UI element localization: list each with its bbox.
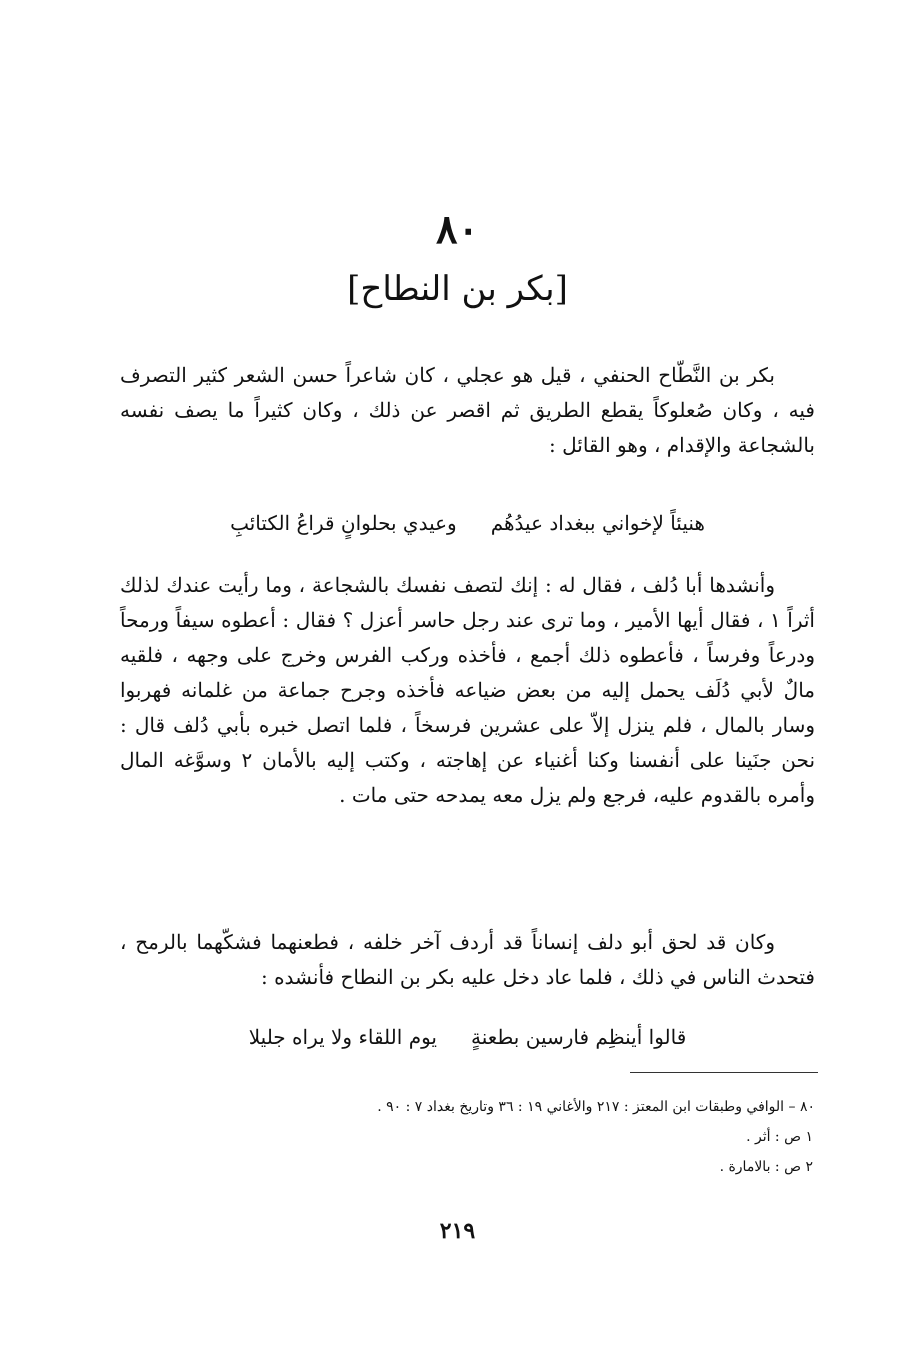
footnotes [120, 1092, 815, 1182]
footnote-sources: ٨٠ – الوافي وطبقات ابن المعتز : ٢١٧ والأغاني ١٩ : ٣٦ وتاريخ بغداد ٧ : ٩٠ . [377, 1099, 815, 1115]
verse-first-hemistich: هنيئاً لإخواني ببغداد عيدُهُم [490, 511, 705, 535]
chapter-title: [بكر بن النطاح] [347, 269, 568, 309]
footnote-divider [630, 1072, 818, 1073]
chapter-number: ٨٠ [436, 206, 479, 253]
page-number: ٢١٩ [439, 1218, 476, 1244]
verse-second-hemistich: وعيدي بحلوانٍ قراعُ الكتائبِ [230, 511, 457, 535]
anecdote-paragraph: وأنشدها أبا دُلف ، فقال له : إنك لتصف نفسك بالشجاعة ، وما رأيت عندك لذلك أثراً ١ ، فقال أيها الأمير ، وما ترى عند رجل حاسر أعزل ؟ فقال : أعطوه سيفاً ورمحاً ودرعاً وفرساً ، فأعطوه ذلك أجمع ، فأخذه وركب الفرس وخرج على وجهه ، فلقيه مالٌ لأبي دُلَف يحمل إليه من بعض ضياعه فأخذه وجرح جماعة من غلمانه فهربوا وسار بالمال ، فلم ينزل إلاّ على عشرين فرسخاً ، فلما اتصل خبره بأبي دُلف قال : نحن جنَينا على أنفسنا وكنا أغنياء عن إهاجته ، وكتب إليه بالأمان ٢ وسوَّغه المال وأمره بالقدوم عليه، فرجع ولم يزل معه يمدحه حتى مات . [120, 573, 816, 807]
poem-verse [120, 1017, 815, 1057]
verse-second-hemistich: يوم اللقاء ولا يراه جليلا [248, 1025, 437, 1049]
poem-verse [120, 503, 815, 543]
anecdote-paragraph: وكان قد لحق أبو دلف إنساناً قد أردف آخر خلفه ، فطعنهما فشكّهما بالرمح ، فتحدث الناس في ذلك ، فلما عاد دخل عليه بكر بن النطاح فأنشده : [120, 930, 815, 989]
verse-first-hemistich: قالوا أينظِم فارسين بطعنةٍ [470, 1025, 687, 1049]
footnote-1: ١ ص : أثر . [746, 1129, 813, 1145]
footnote-2: ٢ ص : بالامارة . [719, 1159, 813, 1175]
biography-paragraph: بكر بن النَّطّاح الحنفي ، قيل هو عجلي ، كان شاعراً حسن الشعر كثير التصرف فيه ، وكان صُعلوكاً يقطع الطريق ثم اقصر عن ذلك ، وكان كثيراً ما يصف نفسه بالشجاعة والإقدام ، وهو القائل : [120, 363, 815, 457]
